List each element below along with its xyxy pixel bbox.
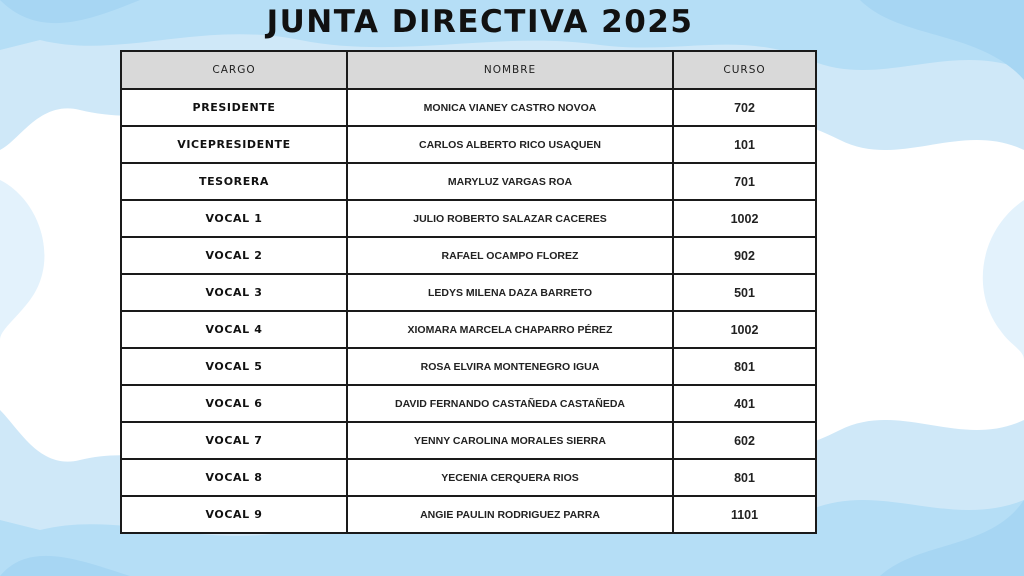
cell-cargo: PRESIDENTE [121, 89, 347, 126]
cell-nombre: ROSA ELVIRA MONTENEGRO IGUA [347, 348, 673, 385]
board-table-container [120, 50, 815, 534]
cell-nombre: ANGIE PAULIN RODRIGUEZ PARRA [347, 496, 673, 533]
cell-curso: 101 [673, 126, 816, 163]
header-nombre: NOMBRE [347, 51, 673, 89]
cell-cargo: VOCAL 2 [121, 237, 347, 274]
cell-nombre: RAFAEL OCAMPO FLOREZ [347, 237, 673, 274]
board-table [120, 50, 817, 534]
table-row [121, 126, 816, 163]
cell-nombre: LEDYS MILENA DAZA BARRETO [347, 274, 673, 311]
cell-curso: 602 [673, 422, 816, 459]
cell-nombre: MARYLUZ VARGAS ROA [347, 163, 673, 200]
cell-nombre: MONICA VIANEY CASTRO NOVOA [347, 89, 673, 126]
cell-cargo: TESORERA [121, 163, 347, 200]
page-title: JUNTA DIRECTIVA 2025 [266, 4, 694, 40]
cell-cargo: VOCAL 8 [121, 459, 347, 496]
cell-cargo: VOCAL 3 [121, 274, 347, 311]
table-row [121, 163, 816, 200]
cell-curso: 401 [673, 385, 816, 422]
cell-curso: 902 [673, 237, 816, 274]
cell-curso: 801 [673, 348, 816, 385]
cell-cargo: VOCAL 6 [121, 385, 347, 422]
cell-nombre: YECENIA CERQUERA RIOS [347, 459, 673, 496]
header-curso: CURSO [673, 51, 816, 89]
table-row [121, 459, 816, 496]
table-row [121, 496, 816, 533]
cell-curso: 1002 [673, 200, 816, 237]
table-row [121, 348, 816, 385]
cell-cargo: VOCAL 9 [121, 496, 347, 533]
cell-curso: 1002 [673, 311, 816, 348]
table-header-row [121, 51, 816, 89]
table-row [121, 311, 816, 348]
cell-cargo: VOCAL 7 [121, 422, 347, 459]
table-row [121, 385, 816, 422]
cell-curso: 701 [673, 163, 816, 200]
cell-cargo: VOCAL 5 [121, 348, 347, 385]
table-row [121, 89, 816, 126]
cell-nombre: XIOMARA MARCELA CHAPARRO PÉREZ [347, 311, 673, 348]
cell-curso: 1101 [673, 496, 816, 533]
header-cargo: CARGO [121, 51, 347, 89]
cell-cargo: VOCAL 4 [121, 311, 347, 348]
cell-nombre: JULIO ROBERTO SALAZAR CACERES [347, 200, 673, 237]
cell-nombre: DAVID FERNANDO CASTAÑEDA CASTAÑEDA [347, 385, 673, 422]
cell-curso: 501 [673, 274, 816, 311]
cell-curso: 702 [673, 89, 816, 126]
table-row [121, 237, 816, 274]
table-row [121, 274, 816, 311]
cell-cargo: VOCAL 1 [121, 200, 347, 237]
cell-nombre: CARLOS ALBERTO RICO USAQUEN [347, 126, 673, 163]
cell-nombre: YENNY CAROLINA MORALES SIERRA [347, 422, 673, 459]
cell-cargo: VICEPRESIDENTE [121, 126, 347, 163]
cell-curso: 801 [673, 459, 816, 496]
table-row [121, 422, 816, 459]
table-row [121, 200, 816, 237]
